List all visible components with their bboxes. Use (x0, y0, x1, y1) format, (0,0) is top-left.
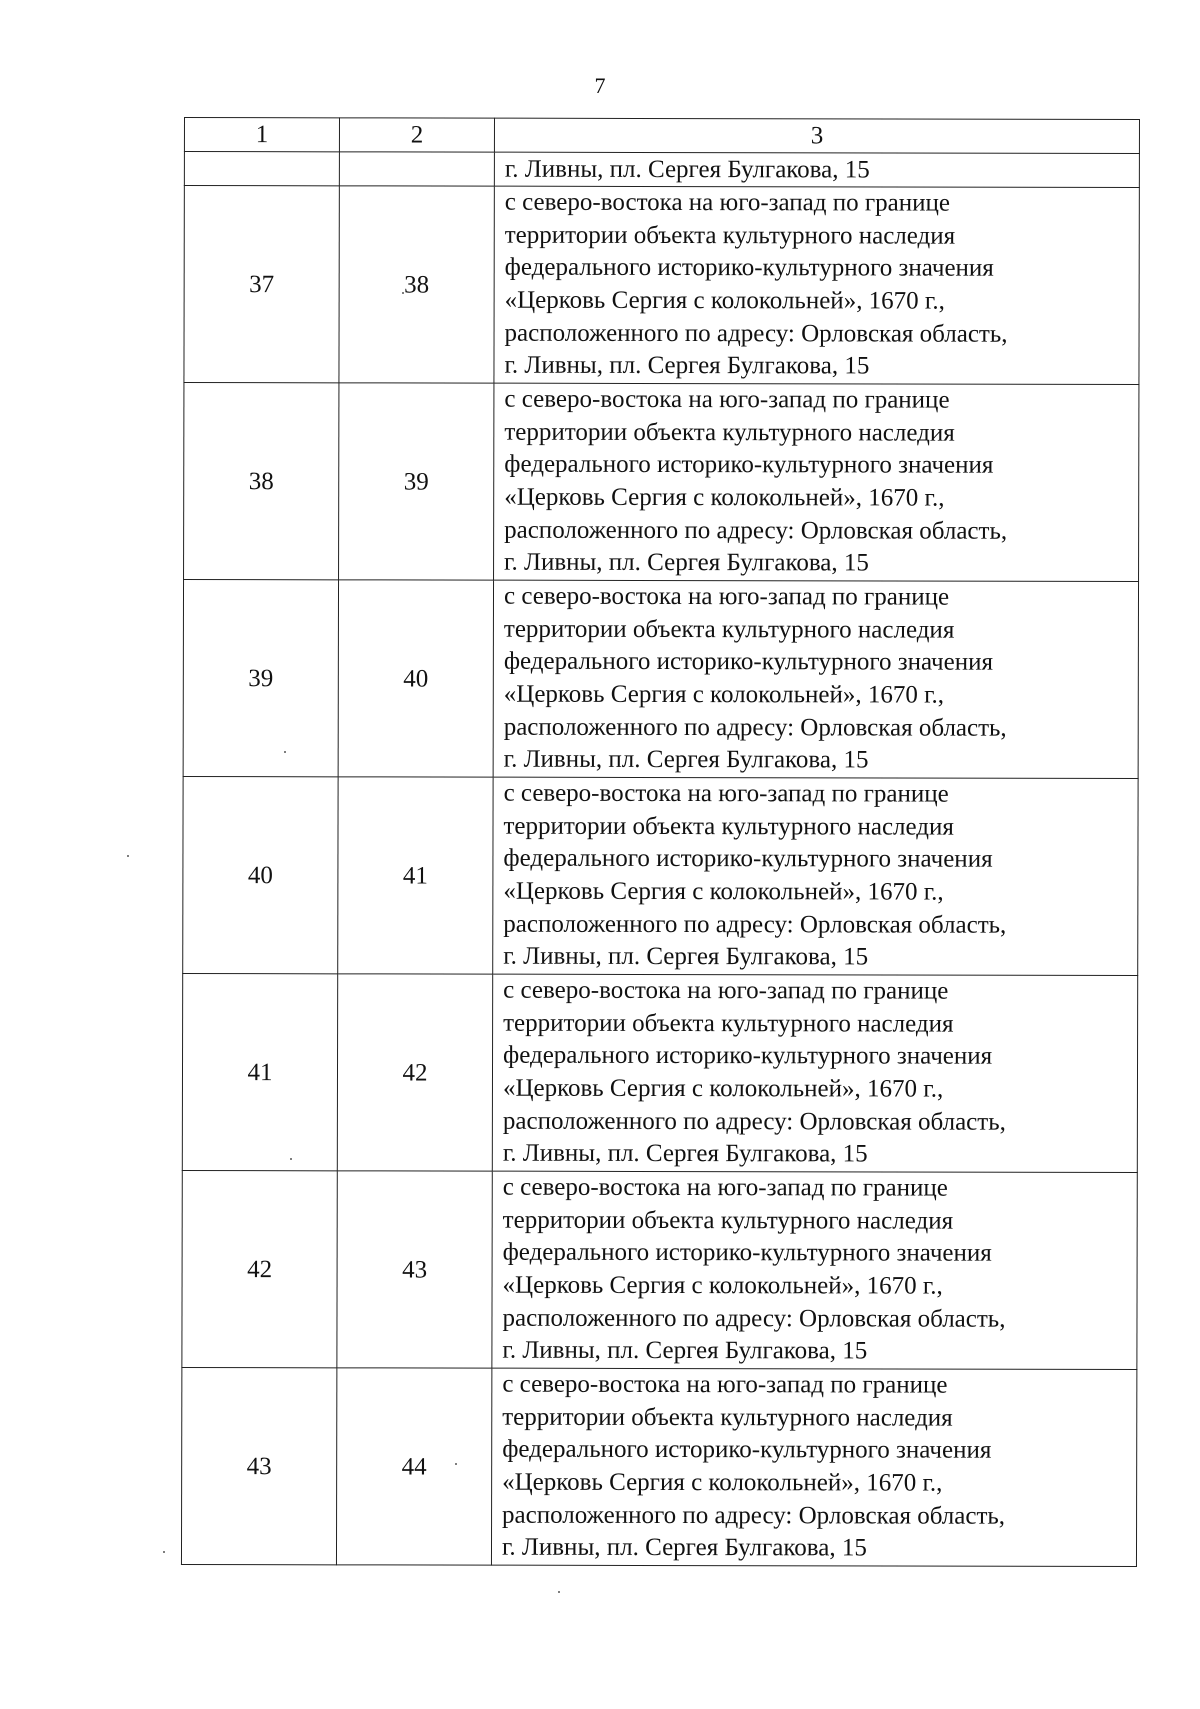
point-from-cell: 41 (182, 973, 337, 1170)
table-row (183, 580, 1138, 779)
description-line: г. Ливны, пл. Сергея Булгакова, 15 (504, 351, 870, 380)
description-line: расположенного по адресу: Орловская область, (502, 1304, 1006, 1333)
description-line: федерального историко-культурного значения (503, 1042, 993, 1071)
description-line: «Церковь Сергия с колокольней», 1670 г., (504, 483, 945, 512)
boundary-description-cell (492, 1171, 1137, 1369)
description-line: территории объекта культурного наследия (503, 812, 954, 841)
column-header-3: 3 (494, 118, 1139, 153)
description-line: расположенного по адресу: Орловская область, (503, 713, 1007, 742)
description-line: с северо-востока на юго-запад по границе (503, 582, 950, 611)
boundary-table (181, 117, 1140, 1567)
description-line: федерального историко-культурного значения (503, 648, 994, 677)
table-row (181, 1367, 1136, 1566)
boundary-description-cell (491, 1368, 1136, 1566)
description-line: федерального историко-культурного значения (502, 1436, 992, 1465)
description-line: с северо-востока на юго-запад по границе (504, 188, 951, 217)
continuation-cell-1 (184, 152, 339, 186)
description-line: территории объекта культурного наследия (504, 418, 955, 447)
description-line: федерального историко-культурного значения (504, 451, 994, 480)
description-line: г. Ливны, пл. Сергея Булгакова, 15 (501, 1533, 867, 1562)
description-line: г. Ливны, пл. Сергея Булгакова, 15 (503, 942, 869, 971)
description-line: территории объекта культурного наследия (504, 221, 956, 250)
table-row (183, 776, 1138, 975)
description-line: территории объекта культурного наследия (503, 1009, 954, 1038)
table-header-row (184, 118, 1139, 154)
table-row (184, 383, 1139, 582)
description-line: территории объекта культурного наследия (502, 1403, 953, 1432)
description-line: г. Ливны, пл. Сергея Булгакова, 15 (502, 1139, 868, 1168)
continuation-description: г. Ливны, пл. Сергея Булгакова, 15 (494, 152, 1139, 187)
description-line: г. Ливны, пл. Сергея Булгакова, 15 (502, 1336, 868, 1365)
table-row (184, 186, 1139, 385)
point-from-cell: 37 (184, 186, 339, 383)
column-header-1: 1 (184, 118, 339, 152)
scan-speck (558, 1591, 560, 1593)
description-line: федерального историко-культурного значения (503, 845, 993, 874)
scan-speck (284, 751, 286, 753)
point-to-cell: 40 (338, 580, 493, 777)
description-line: федерального историко-культурного значения (504, 254, 994, 283)
scan-speck (402, 292, 404, 294)
description-line: «Церковь Сергия с колокольней», 1670 г., (503, 877, 944, 906)
point-from-cell: 38 (184, 383, 339, 580)
scan-speck (163, 1551, 165, 1553)
description-line: «Церковь Сергия с колокольней», 1670 г., (502, 1271, 943, 1300)
description-line: г. Ливны, пл. Сергея Булгакова, 15 (503, 745, 869, 774)
table-body (181, 118, 1139, 1567)
point-to-cell: 42 (337, 974, 492, 1171)
description-line: территории объекта культурного наследия (503, 615, 955, 644)
point-from-cell: 39 (183, 580, 338, 777)
point-to-cell: 41 (338, 777, 493, 974)
description-line: расположенного по адресу: Орловская область, (502, 1501, 1006, 1530)
scan-speck (455, 1463, 457, 1465)
description-line: «Церковь Сергия с колокольней», 1670 г., (503, 680, 945, 709)
point-to-cell: 43 (337, 1171, 492, 1368)
boundary-description-cell (494, 186, 1139, 384)
description-line: «Церковь Сергия с колокольней», 1670 г., (502, 1468, 943, 1497)
description-line: расположенного по адресу: Орловская область, (504, 319, 1008, 348)
boundary-description-cell (494, 383, 1139, 581)
point-from-cell: 42 (182, 1170, 337, 1367)
description-line: расположенного по адресу: Орловская область, (502, 1107, 1006, 1136)
point-from-cell: 40 (183, 776, 338, 973)
table-row (182, 1170, 1137, 1369)
point-from-cell: 43 (181, 1367, 336, 1564)
description-line: с северо-востока на юго-запад по границе (503, 976, 949, 1005)
description-line: расположенного по адресу: Орловская область, (504, 516, 1008, 545)
description-line: федерального историко-культурного значения (502, 1239, 992, 1268)
description-line: с северо-востока на юго-запад по границе (502, 1173, 948, 1202)
scan-speck (127, 855, 129, 857)
point-to-cell: 44 (336, 1368, 491, 1565)
description-line: г. Ливны, пл. Сергея Булгакова, 15 (504, 548, 869, 577)
description-line: «Церковь Сергия с колокольней», 1670 г., (502, 1074, 944, 1103)
point-to-cell: 39 (339, 383, 494, 580)
scan-speck (290, 1158, 292, 1160)
description-line: с северо-востока на юго-запад по границе (504, 385, 950, 414)
boundary-description-cell (493, 580, 1138, 778)
continuation-cell-2 (339, 152, 494, 186)
description-line: с северо-востока на юго-запад по границе (502, 1370, 948, 1399)
boundary-description-cell (493, 777, 1138, 975)
column-header-2: 2 (339, 118, 494, 152)
description-line: расположенного по адресу: Орловская область, (503, 910, 1007, 939)
page-number: 7 (594, 73, 606, 98)
description-line: «Церковь Сергия с колокольней», 1670 г., (504, 286, 945, 315)
table-row (182, 973, 1137, 1172)
point-to-cell: 38 (339, 186, 494, 383)
boundary-description-cell (492, 974, 1137, 1172)
continuation-row (184, 152, 1139, 188)
description-line: территории объекта культурного наследия (502, 1206, 954, 1235)
description-line: с северо-востока на юго-запад по границе (503, 779, 949, 808)
